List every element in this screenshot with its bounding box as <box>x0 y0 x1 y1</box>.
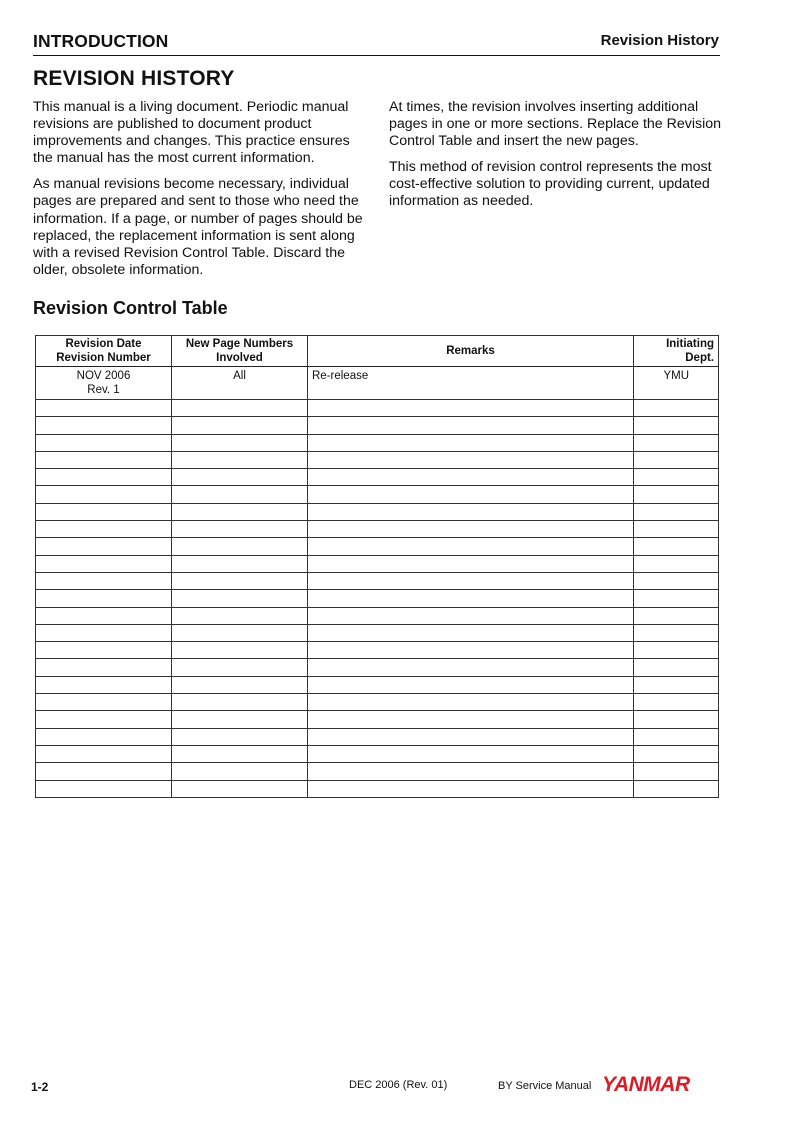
cell-pages <box>172 451 308 468</box>
cell-pages <box>172 417 308 434</box>
table-row <box>36 763 719 780</box>
cell-remarks: Re-release <box>308 367 634 400</box>
cell-remarks <box>308 503 634 520</box>
cell-remarks <box>308 711 634 728</box>
cell-remarks <box>308 434 634 451</box>
column-header-revision <box>36 336 172 367</box>
table-row <box>36 590 719 607</box>
table-row <box>36 469 719 486</box>
table-row <box>36 451 719 468</box>
cell-pages <box>172 711 308 728</box>
cell-dept: YMU <box>634 367 719 400</box>
cell-dept <box>634 521 719 538</box>
footer-manual-name: BY Service Manual <box>498 1080 592 1092</box>
cell-revision <box>36 555 172 572</box>
table-row <box>36 538 719 555</box>
table-row <box>36 572 719 589</box>
cell-remarks <box>308 694 634 711</box>
cell-remarks <box>308 572 634 589</box>
cell-remarks <box>308 624 634 641</box>
cell-revision <box>36 711 172 728</box>
table-row <box>36 555 719 572</box>
cell-pages <box>172 642 308 659</box>
cell-remarks <box>308 659 634 676</box>
table-row <box>36 711 719 728</box>
table-row <box>36 659 719 676</box>
cell-dept <box>634 486 719 503</box>
table-header-row <box>36 336 719 367</box>
intro-paragraph: This method of revision control represents the most cost-effective solution to providing current, updated information as needed. <box>389 159 712 210</box>
header-section: INTRODUCTION <box>33 31 169 51</box>
cell-remarks <box>308 451 634 468</box>
cell-pages <box>172 572 308 589</box>
cell-dept <box>634 659 719 676</box>
cell-revision <box>36 572 172 589</box>
logo-wordmark: YANMAR <box>602 1073 690 1094</box>
table-row <box>36 624 719 641</box>
cell-revision <box>36 745 172 762</box>
cell-pages <box>172 659 308 676</box>
intro-left-column <box>33 99 368 288</box>
table-row <box>36 434 719 451</box>
cell-remarks <box>308 521 634 538</box>
cell-dept <box>634 503 719 520</box>
cell-dept <box>634 434 719 451</box>
table-row <box>36 745 719 762</box>
cell-dept <box>634 745 719 762</box>
cell-revision <box>36 659 172 676</box>
cell-revision <box>36 400 172 417</box>
header-topic: Revision History <box>600 32 719 49</box>
revision-number: Rev. 1 <box>87 384 120 396</box>
cell-revision <box>36 642 172 659</box>
cell-revision <box>36 607 172 624</box>
cell-pages <box>172 676 308 693</box>
cell-remarks <box>308 400 634 417</box>
cell-pages <box>172 521 308 538</box>
cell-dept <box>634 417 719 434</box>
cell-remarks <box>308 728 634 745</box>
cell-remarks <box>308 607 634 624</box>
cell-revision <box>36 503 172 520</box>
cell-dept <box>634 728 719 745</box>
cell-dept <box>634 676 719 693</box>
cell-remarks <box>308 417 634 434</box>
cell-pages <box>172 728 308 745</box>
column-header-dept <box>634 336 719 367</box>
cell-pages <box>172 538 308 555</box>
cell-revision <box>36 451 172 468</box>
cell-pages <box>172 590 308 607</box>
cell-revision <box>36 763 172 780</box>
cell-dept <box>634 624 719 641</box>
cell-remarks <box>308 486 634 503</box>
cell-pages <box>172 745 308 762</box>
revision-control-table <box>35 335 719 798</box>
cell-revision <box>36 590 172 607</box>
cell-pages <box>172 607 308 624</box>
footer-date: DEC 2006 (Rev. 01) <box>349 1079 448 1091</box>
cell-pages <box>172 400 308 417</box>
table-row <box>36 521 719 538</box>
cell-pages: All <box>172 367 308 400</box>
cell-revision <box>36 486 172 503</box>
cell-revision <box>36 676 172 693</box>
table-row <box>36 780 719 797</box>
cell-dept <box>634 642 719 659</box>
cell-dept <box>634 711 719 728</box>
header-line: Revision Date <box>65 338 142 350</box>
cell-pages <box>172 434 308 451</box>
cell-revision <box>36 538 172 555</box>
header-line: New Page Numbers <box>185 338 294 350</box>
cell-dept <box>634 694 719 711</box>
cell-revision <box>36 434 172 451</box>
cell-dept <box>634 469 719 486</box>
cell-dept <box>634 451 719 468</box>
cell-dept <box>634 763 719 780</box>
revision-date: NOV 2006 <box>76 370 131 382</box>
cell-remarks <box>308 555 634 572</box>
table-row <box>36 417 719 434</box>
cell-revision <box>36 728 172 745</box>
cell-pages <box>172 503 308 520</box>
cell-revision <box>36 694 172 711</box>
cell-pages <box>172 763 308 780</box>
cell-pages <box>172 694 308 711</box>
column-header-remarks <box>308 336 634 367</box>
cell-pages <box>172 486 308 503</box>
table-row <box>36 503 719 520</box>
yanmar-logo <box>601 1072 725 1094</box>
table-row <box>36 642 719 659</box>
cell-remarks <box>308 780 634 797</box>
cell-dept <box>634 590 719 607</box>
table-row <box>36 486 719 503</box>
table-row <box>36 607 719 624</box>
cell-remarks <box>308 745 634 762</box>
intro-paragraph: At times, the revision involves inserting additional pages in one or more sections. Replace the Revision Control Table and insert the new pages. <box>389 99 722 150</box>
table-row <box>36 400 719 417</box>
cell-remarks <box>308 538 634 555</box>
intro-right-column <box>389 99 724 220</box>
table-title: Revision Control Table <box>33 298 228 318</box>
cell-pages <box>172 780 308 797</box>
cell-remarks <box>308 590 634 607</box>
table-row <box>36 367 719 400</box>
cell-revision <box>36 417 172 434</box>
header-line: Involved <box>216 352 263 364</box>
footer-page-number: 1-2 <box>31 1080 49 1094</box>
column-header-pages <box>172 336 308 367</box>
cell-remarks <box>308 642 634 659</box>
table-row <box>36 676 719 693</box>
cell-remarks <box>308 469 634 486</box>
cell-dept <box>634 607 719 624</box>
header-line: Dept. <box>685 352 714 364</box>
header-rule <box>33 55 720 56</box>
cell-dept <box>634 572 719 589</box>
cell-pages <box>172 555 308 572</box>
table-row <box>36 728 719 745</box>
header-line: Remarks <box>446 345 495 357</box>
cell-dept <box>634 555 719 572</box>
cell-remarks <box>308 763 634 780</box>
cell-revision <box>36 367 172 400</box>
intro-paragraph: This manual is a living document. Periodic manual revisions are published to document product improvements and changes. This practice ensures the manual has the most current information. <box>33 99 350 167</box>
cell-dept <box>634 400 719 417</box>
cell-dept <box>634 780 719 797</box>
intro-paragraph: As manual revisions become necessary, individual pages are prepared and sent to those who need the information. If a page, or number of pages should be replaced, the replacement information is sent along with a revised Revision Control Table. Discard the older, obsolete information. <box>33 176 363 278</box>
header-line: Initiating <box>666 338 714 350</box>
cell-revision <box>36 469 172 486</box>
page-title: REVISION HISTORY <box>33 67 235 90</box>
cell-remarks <box>308 676 634 693</box>
cell-dept <box>634 538 719 555</box>
cell-revision <box>36 624 172 641</box>
cell-pages <box>172 624 308 641</box>
header-line: Revision Number <box>56 352 151 364</box>
cell-pages <box>172 469 308 486</box>
table-row <box>36 694 719 711</box>
cell-revision <box>36 521 172 538</box>
cell-revision <box>36 780 172 797</box>
